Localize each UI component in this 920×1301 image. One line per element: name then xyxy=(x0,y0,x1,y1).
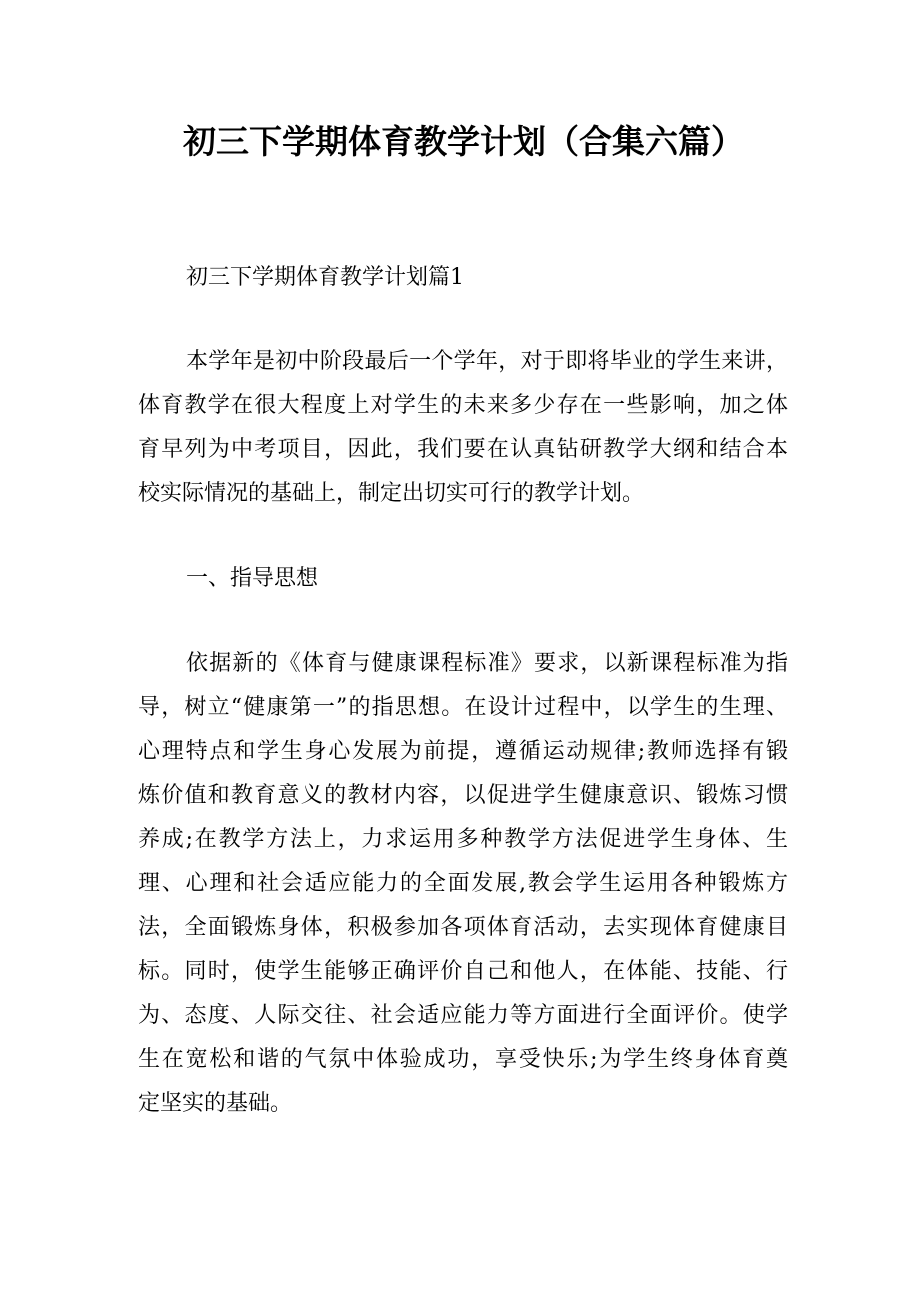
paragraph-line: 校实际情况的基础上，制定出切实可行的教学计划。 xyxy=(138,481,645,506)
paragraph-line: 依据新的《体育与健康课程标准》要求，以新课程标准为指 xyxy=(186,651,788,676)
paragraph-line: 导，树立“健康第一”的指思想。在设计过程中，以学生的生理、 xyxy=(138,695,788,720)
paragraph-line: 本学年是初中阶段最后一个学年，对于即将毕业的学生来讲， xyxy=(186,349,788,374)
paragraph-line: 心理特点和学生身心发展为前提，遵循运动规律;教师选择有锻 xyxy=(138,739,788,764)
paragraph-line: 养成;在教学方法上，力求运用多种教学方法促进学生身体、生 xyxy=(138,827,788,852)
paragraph-line: 育早列为中考项目，因此，我们要在认真钻研教学大纲和结合本 xyxy=(138,437,788,462)
paragraph-line: 生在宽松和谐的气氛中体验成功，享受快乐;为学生终身体育奠 xyxy=(138,1047,788,1072)
guiding-ideology-paragraph xyxy=(138,642,788,1126)
paragraph-line: 法，全面锻炼身体，积极参加各项体育活动，去实现体育健康目 xyxy=(138,915,788,940)
paragraph-line: 定坚实的基础。 xyxy=(138,1091,293,1116)
subheading-guiding-ideology: 一、指导思想 xyxy=(186,566,319,591)
paragraph-line: 为、态度、人际交往、社会适应能力等方面进行全面评价。使学 xyxy=(138,1003,788,1028)
paragraph-line: 标。同时，使学生能够正确评价自己和他人，在体能、技能、行 xyxy=(138,959,788,984)
document-title: 初三下学期体育教学计划（合集六篇） xyxy=(183,122,744,161)
intro-paragraph xyxy=(138,340,788,516)
paragraph-line: 理、心理和社会适应能力的全面发展,教会学生运用各种锻炼方 xyxy=(138,871,788,896)
paragraph-line: 体育教学在很大程度上对学生的未来多少存在一些影响，加之体 xyxy=(138,393,788,418)
paragraph-line: 炼价值和教育意义的教材内容，以促进学生健康意识、锻炼习惯 xyxy=(138,783,788,808)
section-heading: 初三下学期体育教学计划篇1 xyxy=(186,265,464,290)
